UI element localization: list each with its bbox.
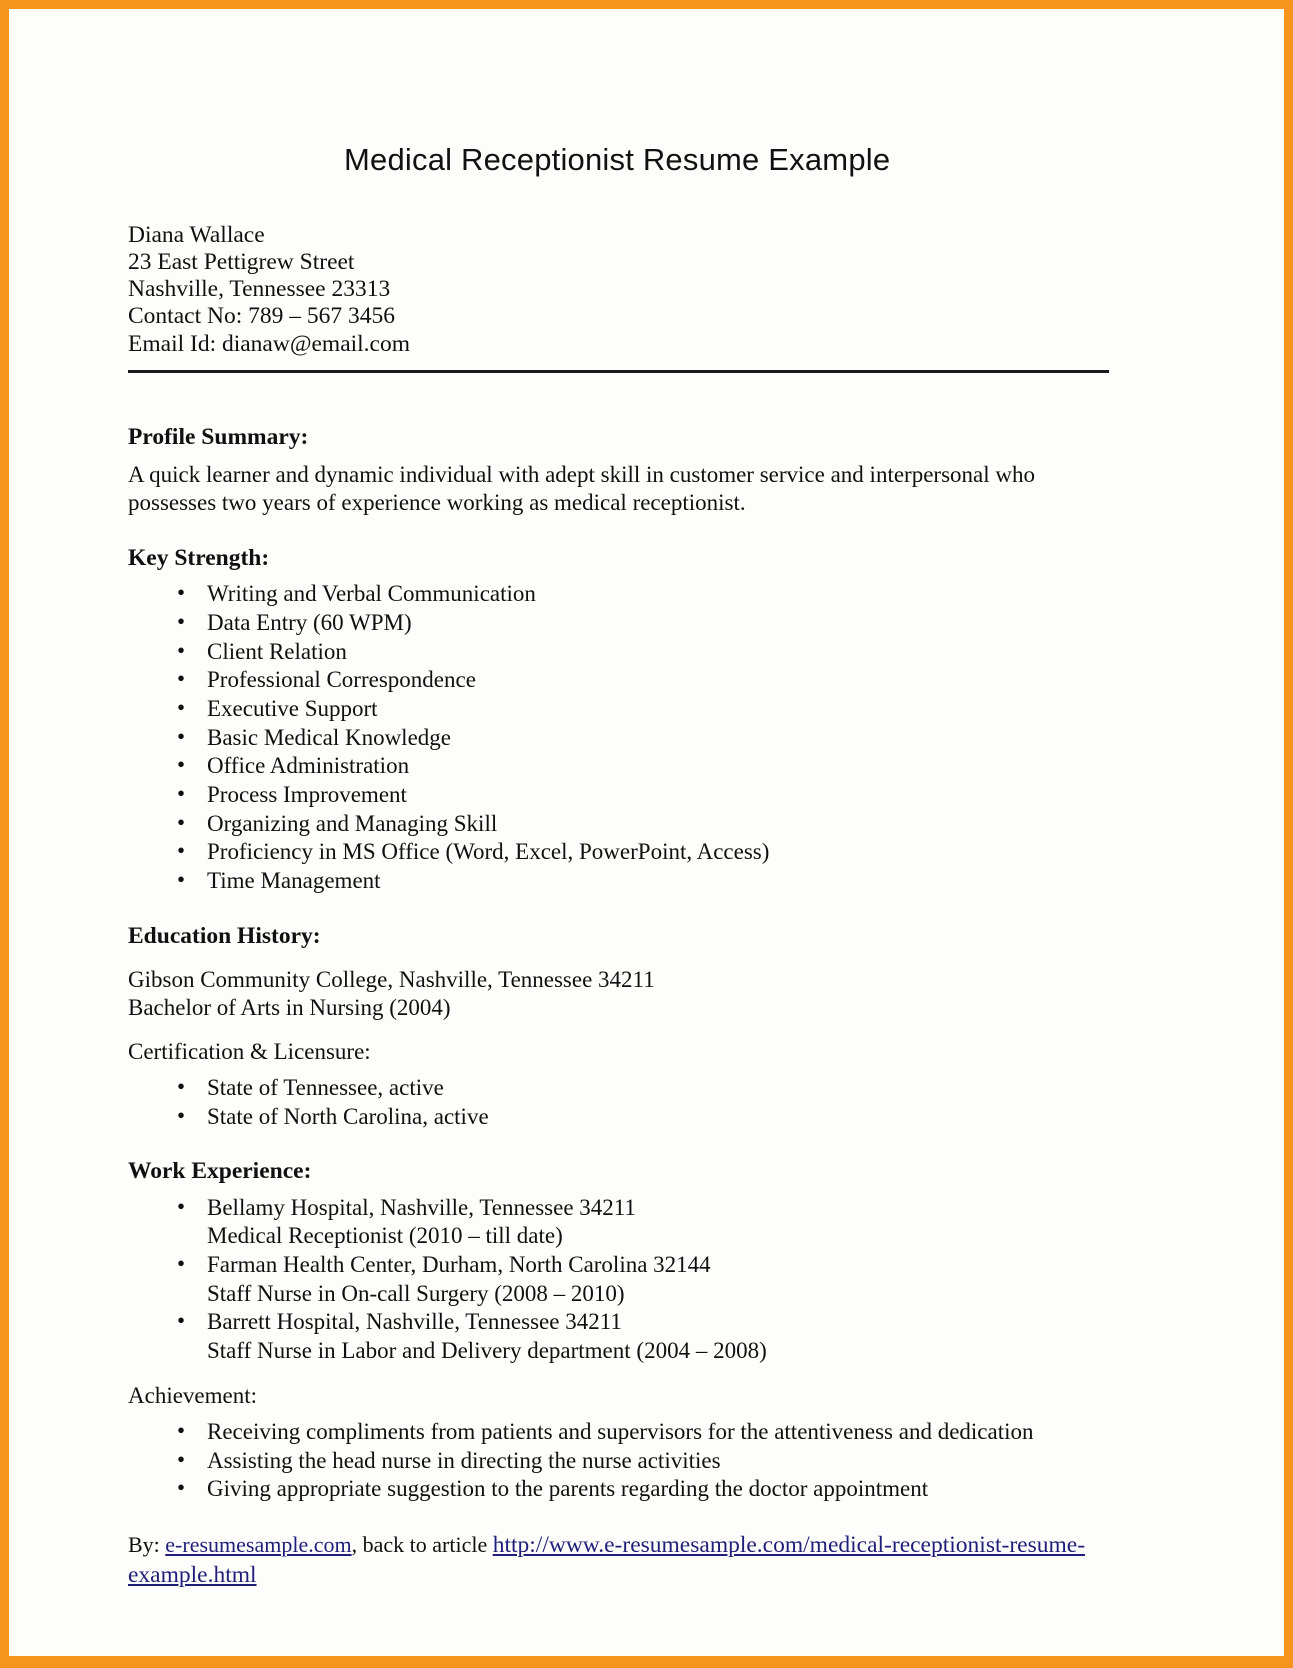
- list-item: • Proficiency in MS Office (Word, Excel, PowerPoint, Access): [177, 838, 1119, 867]
- list-item: • State of Tennessee, active: [177, 1074, 1119, 1103]
- footer-site-link[interactable]: e-resumesample.com: [165, 1531, 352, 1557]
- list-item: • Assisting the head nurse in directing the nurse activities: [177, 1447, 1119, 1476]
- list-item: • Writing and Verbal Communication: [177, 580, 1119, 609]
- achievement-list: [119, 1418, 1119, 1504]
- list-item: • Basic Medical Knowledge: [177, 724, 1119, 753]
- profile-summary-heading: Profile Summary:: [128, 423, 309, 450]
- list-item: [177, 1194, 1119, 1251]
- certification-heading: Certification & Licensure:: [128, 1039, 371, 1065]
- contact-street: 23 East Pettigrew Street: [128, 248, 355, 275]
- list-item: • Time Management: [177, 867, 1119, 896]
- achievement-heading-block: [119, 1382, 1119, 1410]
- work-experience-heading: Work Experience:: [128, 1158, 312, 1185]
- achievement-heading: Achievement:: [128, 1382, 258, 1408]
- job-role: Staff Nurse in Labor and Delivery department (2004 – 2008): [207, 1338, 767, 1364]
- list-item: • Office Administration: [177, 752, 1119, 781]
- list-item: • Organizing and Managing Skill: [177, 810, 1119, 839]
- certification-list: [119, 1074, 1119, 1131]
- education-entry: [119, 966, 1119, 1022]
- contact-city-state-zip: Nashville, Tennessee 23313: [128, 276, 391, 303]
- header-divider: [128, 370, 1109, 373]
- resume-body: [119, 9, 1119, 1590]
- list-item: • Client Relation: [177, 638, 1119, 667]
- document-page: [9, 9, 1284, 1656]
- job-employer: • Bellamy Hospital, Nashville, Tennessee 34211: [207, 1194, 636, 1220]
- education-school: Gibson Community College, Nashville, Tennessee 34211: [128, 967, 655, 993]
- job-employer: • Farman Health Center, Durham, North Carolina 32144: [207, 1252, 711, 1278]
- contact-email: Email Id: dianaw@email.com: [128, 330, 411, 357]
- education-degree: Bachelor of Arts in Nursing (2004): [128, 995, 451, 1021]
- list-item: • Receiving compliments from patients and supervisors for the attentiveness and dedication: [177, 1418, 1119, 1447]
- key-strength-heading: Key Strength:: [128, 544, 270, 571]
- list-item: • Process Improvement: [177, 781, 1119, 810]
- list-item: [177, 1308, 1119, 1365]
- footer-middle-text: , back to article: [351, 1531, 488, 1557]
- contact-block: [119, 222, 1119, 358]
- list-item: • Executive Support: [177, 695, 1119, 724]
- job-role: Staff Nurse in On-call Surgery (2008 – 2010): [207, 1280, 625, 1306]
- education-history-heading: Education History:: [128, 922, 321, 949]
- job-role: Medical Receptionist (2010 – till date): [207, 1223, 563, 1249]
- key-strength-list: [119, 580, 1119, 896]
- list-item: • Giving appropriate suggestion to the parents regarding the doctor appointment: [177, 1475, 1119, 1504]
- list-item: • State of North Carolina, active: [177, 1103, 1119, 1132]
- certification-heading-block: [119, 1038, 1119, 1066]
- page-title: Medical Receptionist Resume Example: [344, 142, 891, 177]
- footer-by-label: By:: [128, 1531, 160, 1557]
- list-item: • Professional Correspondence: [177, 666, 1119, 695]
- footer-attribution: [119, 1530, 1108, 1590]
- job-employer: • Barrett Hospital, Nashville, Tennessee 34211: [207, 1309, 622, 1335]
- footer-article-link[interactable]: http://www.e-resumesample.com/medical-receptionist-resume-example.html: [128, 1531, 1086, 1588]
- candidate-name: Diana Wallace: [128, 221, 265, 248]
- list-item: [177, 1251, 1119, 1308]
- contact-phone: Contact No: 789 – 567 3456: [128, 303, 395, 330]
- list-item: • Data Entry (60 WPM): [177, 609, 1119, 638]
- work-experience-list: [119, 1194, 1119, 1366]
- profile-summary-text: A quick learner and dynamic individual with adept skill in customer service and interpersonal who possesses two years of experience working as medical receptionist.: [128, 461, 1035, 516]
